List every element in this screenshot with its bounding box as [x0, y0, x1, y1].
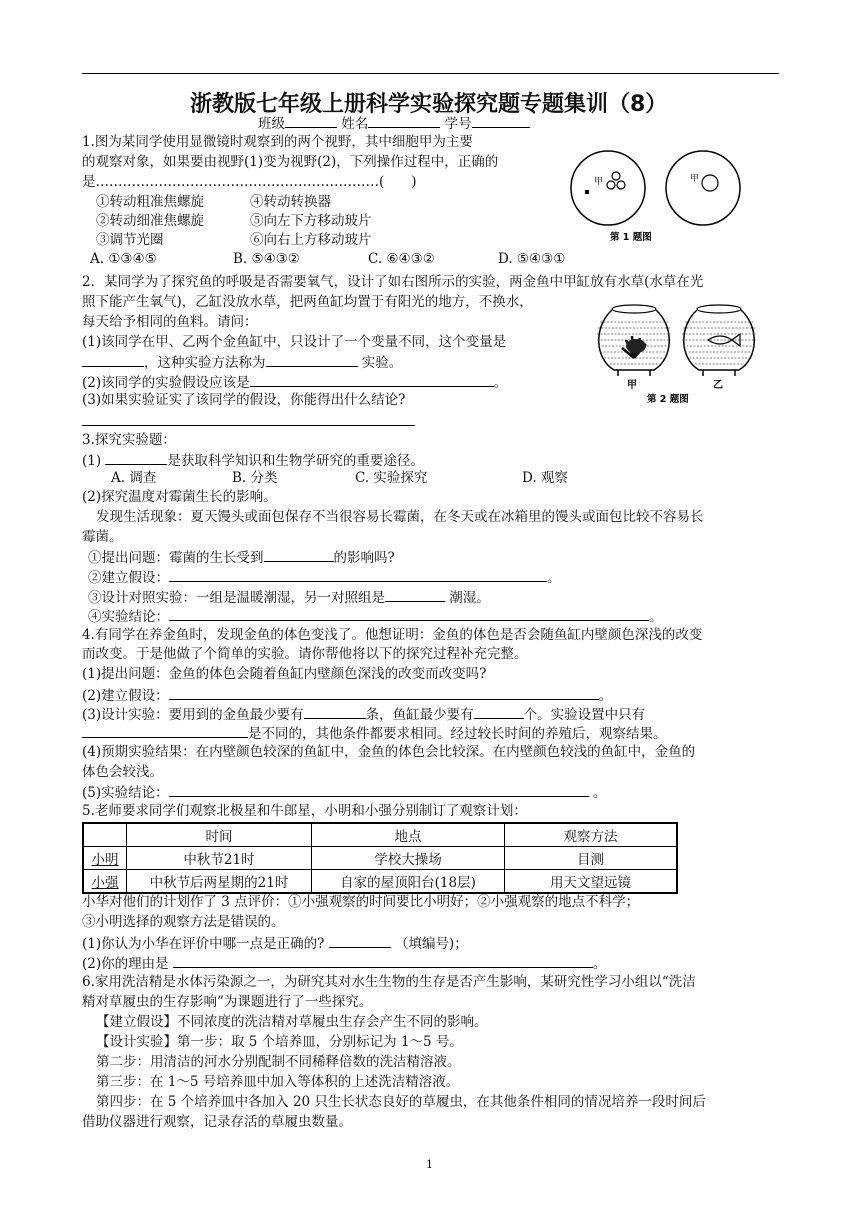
q2-line1: 2．某同学为了探究鱼的呼吸是否需要氧气，设计了如右图所示的实验，两金鱼中甲缸放有水草(水草在光 [82, 274, 704, 290]
q5-choice-blank[interactable] [329, 933, 391, 948]
table-cell: 小明 [83, 847, 127, 870]
q3-part1 [82, 450, 424, 471]
q1-item-4: ④转动转换器 [250, 194, 331, 210]
table-cell: 中秋节后两星期的21时 [127, 870, 312, 894]
q3-choice-c[interactable]: C. 实验探究 [355, 470, 428, 486]
table-cell: 目测 [505, 847, 678, 870]
factor-blank[interactable] [264, 547, 334, 562]
name-label: 姓名 [341, 116, 369, 132]
method-blank[interactable] [266, 352, 358, 367]
q5-head: 5.老师要求同学们观察北极星和牛郎星，小明和小强分别制订了观察计划： [82, 803, 527, 819]
q2-line2: 照下能产生氧气)，乙缸没放水草，把两鱼缸均置于有阳光的地方，不换水， [82, 294, 533, 310]
table-header-cell: 观察方法 [505, 823, 678, 847]
view-2-circle [666, 151, 740, 225]
q4-part3-line2 [82, 723, 667, 744]
q5-reason-blank[interactable] [173, 953, 593, 968]
q6-design: 【设计实验】第一步：取 5 个培养皿，分别标记为 1～5 号。 [96, 1034, 463, 1050]
q3-choice-b[interactable]: B. 分类 [232, 470, 278, 486]
cell-icon [617, 181, 625, 189]
q3-phenomenon-1: 发现生活现象：夏天馒头或面包保存不当很容易长霉菌，在冬天或在冰箱里的馒头或面包比较不容易长 [96, 509, 704, 525]
class-label: 班级 [258, 116, 285, 132]
cell-icon [585, 190, 589, 194]
q2-part2 [82, 372, 507, 393]
table-header-cell [83, 823, 127, 847]
q5-eval-1: 小华对他们的计划作了 3 点评价：①小强观察的时间要比小明好；②小强观察的地点不科学； [82, 894, 640, 910]
q1-item-1: ①转动粗准焦螺旋 [96, 194, 204, 210]
q3-s1a: ①提出问题：霉菌的生长受到 [88, 550, 264, 566]
q3-s2: ②建立假设： [88, 570, 169, 586]
table-cell: 小强 [83, 870, 127, 894]
fig1-caption: 第 1 题图 [610, 232, 652, 243]
q3-p1b: 是获取科学知识和生物学研究的重要途径。 [167, 453, 424, 469]
q2-p1b: ，这种实验方法称为 [144, 355, 266, 371]
control-blank[interactable] [385, 587, 445, 602]
q3-s3a: ③设计对照实验：一组是温暖潮湿，另一对照组是 [88, 590, 385, 606]
table-row [83, 870, 677, 894]
conclusion-blank[interactable] [82, 425, 415, 426]
q3-s3b: 潮湿。 [449, 590, 490, 606]
q3-conclusion-blank[interactable] [169, 606, 649, 621]
q4-line1: 4.有同学在养金鱼时，发现金鱼的体色变浅了。他想证明：金鱼的体色是否会随鱼缸内壁颜色深浅的改变 [82, 627, 703, 643]
q3-s4-end: 。 [649, 609, 663, 625]
q6-line2: 精对草履虫的生存影响”为课题进行了一些探究。 [82, 994, 373, 1010]
id-label: 学号 [444, 116, 472, 132]
q1-item-6: ⑥向右上方移动玻片 [250, 232, 372, 248]
q2-p1c: 实验。 [361, 355, 403, 371]
q3-p1a: (1) [82, 453, 102, 469]
q1-item-5: ⑤向左下方移动玻片 [250, 213, 372, 229]
q3-blank[interactable] [105, 450, 167, 465]
q2-part3: (3)如果实验证实了该同学的假设，你能得出什么结论? [82, 392, 406, 408]
cell-icon [607, 181, 615, 189]
cell-icon [612, 172, 620, 180]
id-blank[interactable] [472, 113, 530, 128]
table-cell: 中秋节21时 [127, 847, 312, 870]
bowl-yi-icon [682, 305, 756, 376]
q4-hypothesis-blank[interactable] [169, 685, 599, 700]
q4-p5: (5)实验结论： [82, 785, 169, 801]
q4-conclusion-blank[interactable] [169, 782, 589, 797]
q3-choice-a[interactable]: A. 调查 [111, 470, 157, 486]
q1-item-3: ③调节光圈 [96, 232, 164, 248]
q2-line3: 每天给予相同的鱼料。请问： [82, 314, 258, 330]
q3-s1b: 的影响吗? [333, 550, 395, 566]
q2-p2-end: 。 [493, 375, 508, 391]
fish-bowl-figure [592, 296, 772, 408]
hypothesis-blank[interactable] [250, 372, 494, 387]
q4-part2 [82, 685, 612, 706]
q3-step2 [88, 567, 561, 588]
q4-part1: (1)提出问题：金鱼的体色会随着鱼缸内壁颜色深浅的改变而改变吗? [82, 666, 487, 682]
q5-p2: (2)你的理由是 [82, 956, 169, 972]
q6-line1: 6.家用洗洁精是水体污染源之一，为研究其对水生生物的生存是否产生影响，某研究性学习小组以“洗洁 [82, 974, 696, 990]
q1-line3: 是………………………………………………………( ) [82, 174, 417, 190]
class-blank[interactable] [285, 113, 337, 128]
q4-part3 [82, 704, 645, 725]
q6-step2: 第二步：用清洁的河水分别配制不同稀释倍数的洗洁精溶液。 [96, 1054, 461, 1070]
student-info-line [258, 113, 530, 134]
q5-eval-2: ③小明选择的观察方法是错误的。 [82, 914, 285, 930]
table-cell: 用天文望远镜 [505, 870, 678, 894]
jar-label-yi: 乙 [713, 380, 723, 391]
observation-plan-table [82, 822, 678, 894]
table-header-cell: 时间 [127, 823, 312, 847]
table-cell: 学校大操场 [312, 847, 505, 870]
enlarged-cell-icon [702, 175, 718, 191]
variable-condition-blank[interactable] [82, 723, 248, 738]
jar-label-jia: 甲 [627, 380, 637, 391]
q1-choice-c[interactable]: C. ⑥④③② [368, 251, 435, 267]
q3-hypothesis-blank[interactable] [169, 567, 547, 582]
q5-p1b: （填编号)； [394, 936, 468, 952]
fig2-label-jia: 甲 [690, 174, 700, 184]
q3-phenomenon-2: 霉菌。 [82, 529, 123, 545]
q3-step4 [88, 606, 663, 627]
q5-p1a: (1)你认为小华在评价中哪一点是正确的? [82, 936, 325, 952]
page-number: 1 [426, 1158, 433, 1171]
q3-choice-d[interactable]: D. 观察 [522, 470, 568, 486]
table-header-cell: 地点 [312, 823, 505, 847]
q1-item-2: ②转动细准焦螺旋 [96, 213, 204, 229]
microscope-view-figure [560, 148, 760, 258]
q1-choice-a[interactable]: A. ①③④⑤ [90, 251, 157, 267]
variable-blank[interactable] [82, 352, 144, 367]
table-cell: 自家的屋顶阳台(18层) [312, 870, 505, 894]
q3-head: 3.探究实验题： [82, 432, 176, 448]
q4-line2: 而改变。于是他做了个简单的实验。请你帮他将以下的探究过程补充完整。 [82, 646, 528, 662]
q2-part1-text: (1)该同学在甲、乙两个金鱼缸中，只设计了一个变量不同，这个变量是 [82, 334, 507, 350]
page-title: 浙教版七年级上册科学实验探究题专题集训（8） [190, 92, 668, 117]
tank-count-blank[interactable] [474, 704, 524, 719]
fig2-caption: 第 2 题图 [647, 394, 689, 405]
q4-p2: (2)建立假设： [82, 688, 169, 704]
q3-s2-end: 。 [547, 570, 561, 586]
fig1-label-jia: 甲 [594, 177, 604, 187]
q3-step1 [88, 547, 395, 568]
q4-p2-end: 。 [598, 688, 613, 704]
bowl-jia-icon [597, 305, 671, 376]
q4-p3a: (3)设计实验：要用到的金鱼最少要有 [82, 707, 304, 723]
q1-line1: 1.图为某同学使用显微镜时观察到的两个视野，其中细胞甲为主要 [82, 134, 473, 150]
q3-step3 [88, 587, 490, 608]
q5-part2 [82, 953, 606, 974]
q3-part2: (2)探究温度对霉菌生长的影响。 [82, 489, 277, 505]
q6-hypothesis: 【建立假设】不同浓度的洗洁精对草履虫生存会产生不同的影响。 [96, 1014, 488, 1030]
q1-choice-b[interactable]: B. ⑤④③② [233, 251, 300, 267]
q3-s4: ④实验结论： [88, 609, 169, 625]
top-rule [82, 73, 779, 74]
q1-line2: 的观察对象，如果要由视野(1)变为视野(2)，下列操作过程中，正确的 [82, 154, 499, 170]
table-header-row [83, 823, 677, 847]
q1-choice-d[interactable]: D. ⑤④③① [498, 251, 566, 267]
q4-p5-end: 。 [592, 785, 607, 801]
q5-p2-end: 。 [592, 956, 607, 972]
q4-p3c: 个。实验设置中只有 [523, 707, 646, 723]
q6-step4-line1: 第四步：在 5 个培养皿中各加入 20 只生长状态良好的草履虫，在其他条件相同的情况培养一段时间后 [96, 1094, 706, 1110]
name-blank[interactable] [368, 113, 440, 128]
q4-p3d: 是不同的，其他条件都要求相同。经过较长时间的养殖后，观察结果。 [248, 726, 667, 742]
fish-count-blank[interactable] [304, 704, 366, 719]
q6-step3: 第三步：在 1～5 号培养皿中加入等体积的上述洗洁精溶液。 [96, 1074, 460, 1090]
q2-p2: (2)该同学的实验假设应该是 [82, 375, 250, 391]
q4-part5 [82, 782, 606, 803]
q4-part4-line1: (4)预期实验结果：在内壁颜色较深的鱼缸中，金鱼的体色会比较深。在内壁颜色较浅的鱼缸中，金鱼的 [82, 744, 696, 760]
q4-p3b: 条，鱼缸最少要有 [365, 707, 474, 723]
q6-step4-line2: 借助仪器进行观察，记录存活的草履虫数量。 [82, 1114, 352, 1130]
q2-part1-line2 [82, 352, 402, 373]
q5-part1 [82, 933, 468, 954]
q4-part4-line2: 体色会较浅。 [82, 764, 163, 780]
table-row [83, 847, 677, 870]
